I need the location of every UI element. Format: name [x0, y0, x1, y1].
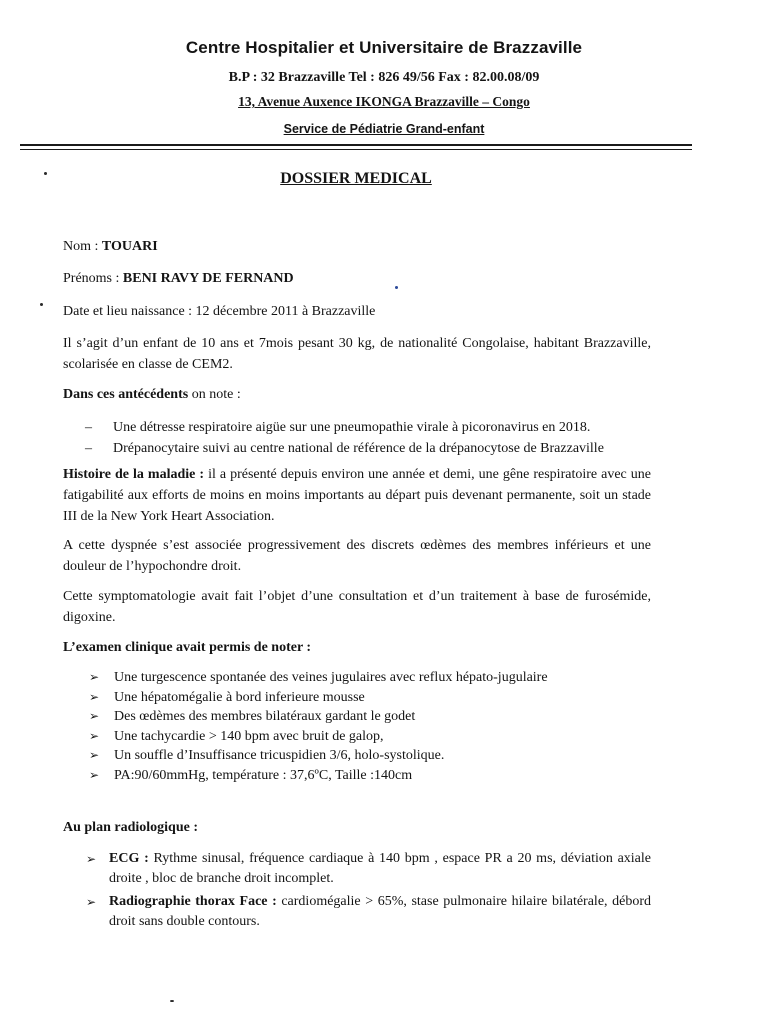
radio-list	[63, 849, 651, 932]
list-item: ➢ Une tachycardie > 140 bpm avec bruit de galop,	[63, 727, 651, 747]
examen-section	[63, 637, 651, 785]
radio-section	[63, 817, 651, 935]
prenoms-label: Prénoms :	[63, 271, 123, 286]
header-rule-thin	[20, 149, 692, 150]
ecg-label: ECG :	[109, 851, 149, 866]
intro-text: Il s’agit d’un enfant de 10 ans et 7mois pesant 30 kg, de nationalité Congolaise, habitant Brazzaville, scolarisée en classe de CEM2.	[63, 336, 651, 372]
examen-list	[63, 668, 651, 785]
list-item: ➢ Une turgescence spontanée des veines jugulaires avec reflux hépato-jugulaire	[63, 668, 651, 688]
list-item: – Drépanocytaire suivi au centre national de référence de la drépanocytose de Brazzaville	[63, 438, 651, 459]
header-rule-thick	[20, 144, 692, 146]
nom-label: Nom :	[63, 239, 102, 254]
list-item: ➢ Des œdèmes des membres bilatéraux gardant le godet	[63, 707, 651, 727]
contact-line: B.P : 32 Brazzaville Tel : 826 49/56 Fax : 82.00.08/09	[228, 70, 540, 85]
ecg-text: Rythme sinusal, fréquence cardiaque à 140 bpm , espace PR a 20 ms, déviation axiale droite , bloc de branche droit incomplet.	[109, 851, 651, 886]
patient-firstnames	[63, 268, 651, 289]
antecedents-list	[63, 417, 651, 459]
antecedents-section	[63, 384, 651, 459]
birth-text: Date et lieu naissance : 12 décembre 2011 à Brazzaville	[63, 304, 376, 319]
radiographie-label: Radiographie thorax Face :	[109, 894, 277, 909]
scan-speck	[395, 286, 398, 289]
list-item: ➢ Un souffle d’Insuffisance tricuspidien 3/6, holo-systolique.	[63, 746, 651, 766]
scan-speck	[44, 172, 47, 175]
service-line	[0, 122, 768, 136]
symptomatologie-text: Cette symptomatologie avait fait l’objet d’une consultation et d’un traitement à base de furosémide, digoxine.	[63, 589, 651, 625]
antecedents-heading-rest: on note :	[188, 387, 241, 402]
dyspnee-text: A cette dyspnée s’est associée progressivement des discrets œdèmes des membres inférieurs et une douleur de l’hypochondre droit.	[63, 538, 651, 574]
histoire-paragraph	[63, 464, 651, 527]
list-item: – Une détresse respiratoire aigüe sur une pneumopathie virale à picoronavirus en 2018.	[63, 417, 651, 438]
institution-name: Centre Hospitalier et Universitaire de Brazzaville	[185, 38, 583, 57]
address-line	[0, 94, 768, 110]
dyspnee-paragraph	[63, 535, 651, 577]
prenoms-value: BENI RAVY DE FERNAND	[122, 271, 294, 286]
examen-heading: L’examen clinique avait permis de noter :	[63, 640, 312, 655]
birth-info	[63, 301, 651, 322]
document-title: DOSSIER MEDICAL	[280, 170, 432, 187]
address-text: 13, Avenue Auxence IKONGA Brazzaville – Congo	[238, 94, 530, 109]
intro-paragraph	[63, 333, 651, 375]
list-item	[63, 892, 651, 932]
antecedents-heading: Dans ces antécédents	[63, 387, 189, 402]
service-text: Service de Pédiatrie Grand-enfant	[283, 122, 485, 136]
histoire-heading: Histoire de la maladie :	[63, 467, 205, 482]
symptomatologie-paragraph	[63, 586, 651, 628]
scan-speck	[40, 303, 43, 306]
list-item	[63, 849, 651, 889]
patient-name	[63, 236, 651, 257]
nom-value: TOUARI	[101, 239, 158, 254]
list-item: ➢ Une hépatomégalie à bord inferieure mousse	[63, 688, 651, 708]
radio-heading: Au plan radiologique :	[63, 820, 198, 835]
histoire-text: il a présenté depuis environ une année et demi, une gêne respiratoire avec une fatigabilité aux efforts de moins en moins importants au départ puis devenant permanente, soit un stade III de la New York Heart Association.	[63, 467, 651, 524]
list-item: ➢ PA:90/60mmHg, température : 37,6ºC, Taille :140cm	[63, 766, 651, 786]
scan-speck	[170, 1000, 174, 1002]
radiographie-text: cardiomégalie > 65%, stase pulmonaire hilaire bilatérale, débord droit sans double contours.	[109, 894, 651, 929]
